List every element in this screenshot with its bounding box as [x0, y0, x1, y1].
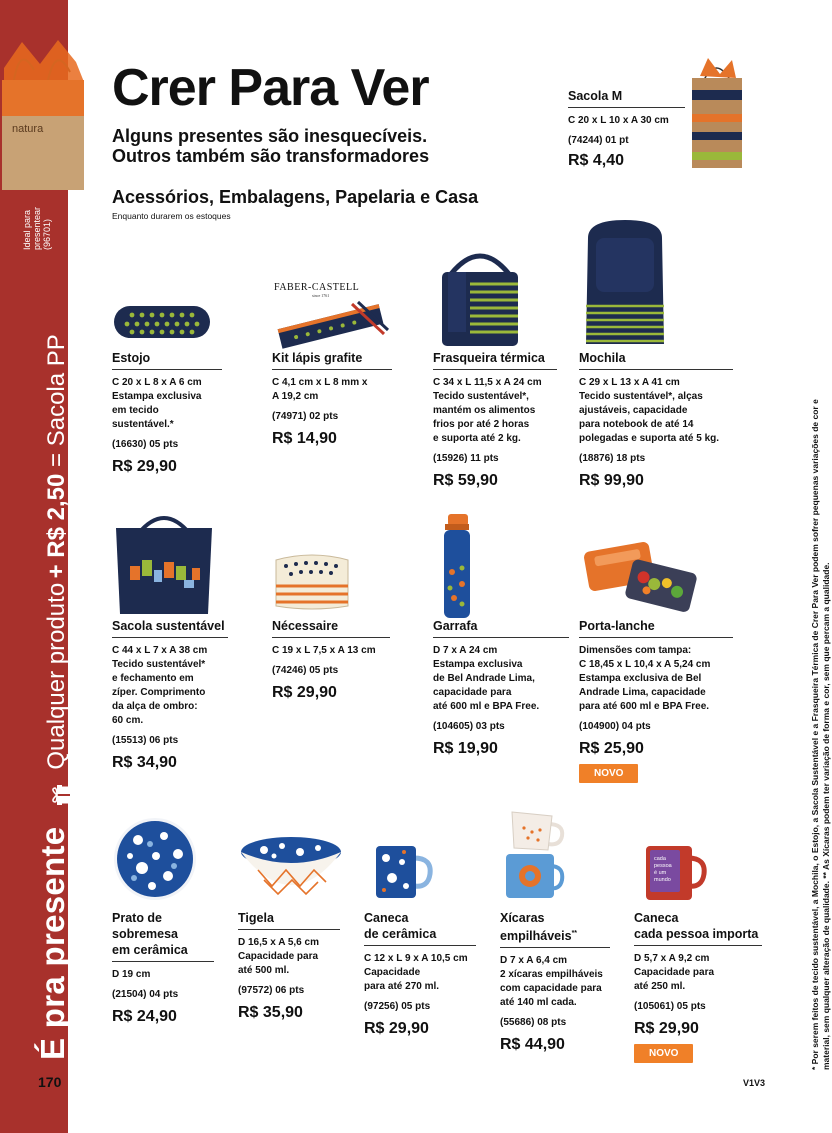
new-badge: NOVO	[579, 764, 638, 783]
section-title: Acessórios, Embalagens, Papelaria e Casa	[112, 187, 479, 207]
tigela-image	[238, 834, 344, 904]
product-price: R$ 44,90	[500, 1036, 565, 1054]
product-code: (74244) 01 pt	[568, 135, 629, 146]
caneca-ceramica-image	[374, 840, 434, 900]
product-desc: C 20 x L 10 x A 30 cm	[568, 115, 669, 126]
product-necessaire	[272, 618, 390, 702]
product-name: Sacola sustentável	[112, 618, 228, 638]
sidebar-headline: É pra presente	[34, 826, 71, 1060]
product-prato	[112, 910, 214, 1026]
product-name: Tigela	[238, 910, 340, 930]
product-code: (18876) 18 pts	[579, 453, 646, 464]
product-price: R$ 99,90	[579, 472, 644, 489]
product-caneca-ceramica	[364, 910, 476, 1038]
product-name: Estojo	[112, 350, 222, 370]
product-name: Caneca cada pessoa importa	[634, 910, 762, 946]
product-price: R$ 29,90	[364, 1020, 429, 1037]
product-price: R$ 4,40	[568, 152, 625, 169]
sacola-m-image	[686, 56, 748, 170]
product-name: Mochila	[579, 350, 733, 370]
mug-print-line4: mundo	[654, 877, 671, 883]
product-desc: C 20 x L 8 x A 6 cm Estampa exclusiva em tecido sustentável.*	[112, 377, 202, 430]
sidebar-offer-price: + R$ 2,50	[43, 473, 70, 579]
product-price: R$ 29,90	[272, 684, 337, 701]
sacola-sustentavel-image	[112, 514, 216, 616]
product-xicaras	[500, 910, 610, 1054]
product-code: (15513) 06 pts	[112, 735, 179, 746]
page-title: Crer Para Ver	[112, 59, 429, 117]
section-note: Enquanto durarem os estoques	[112, 211, 231, 221]
porta-lanche-image	[582, 536, 700, 614]
product-name: Caneca de cerâmica	[364, 910, 476, 946]
sidebar-note: Ideal para presentear (96701)	[22, 206, 52, 250]
product-name: Nécessaire	[272, 618, 390, 638]
faber-castell-tagline: since 1761	[312, 293, 330, 298]
product-porta-lanche	[579, 618, 733, 783]
product-code: (97256) 05 pts	[364, 1001, 431, 1012]
gift-icon	[50, 784, 70, 806]
product-desc: Dimensões com tampa: C 18,45 x L 10,4 x A 5,24 cm Estampa exclusiva de Bel Andrade Lima, capacidade para até 600 ml e BPA Free.	[579, 645, 711, 712]
product-caneca-cada	[634, 910, 762, 1063]
product-code: (97572) 06 pts	[238, 985, 305, 996]
faber-castell-logo: FABER-CASTELL	[274, 282, 360, 293]
product-code: (104900) 04 pts	[579, 721, 651, 732]
product-price: R$ 25,90	[579, 740, 644, 757]
product-mochila	[579, 350, 733, 490]
product-desc: C 34 x L 11,5 x A 24 cm Tecido sustentável*, mantém os alimentos frios por até 2 horas e suporta até 2 kg.	[433, 377, 542, 444]
mug-print-line1: cada	[654, 856, 666, 862]
product-desc: C 19 x L 7,5 x A 13 cm	[272, 645, 376, 656]
garrafa-image	[440, 512, 474, 620]
product-code: (74971) 02 pts	[272, 411, 339, 422]
natura-logo: natura	[12, 123, 44, 135]
caneca-cada-image	[642, 842, 710, 902]
product-sacola-sustentavel	[112, 618, 228, 772]
product-desc: D 19 cm	[112, 969, 151, 980]
mug-print-line2: pessoa	[654, 863, 672, 869]
product-code: (55686) 08 pts	[500, 1017, 567, 1029]
product-price: R$ 19,90	[433, 740, 498, 757]
product-code: (15926) 11 pts	[433, 453, 499, 464]
page-subtitle: Alguns presentes são inesquecíveis. Outros também são transformadores	[112, 126, 430, 166]
sidebar-gift-bag-image	[0, 40, 86, 190]
product-price: R$ 34,90	[112, 754, 177, 771]
necessaire-image	[272, 550, 352, 612]
kit-lapis-image	[272, 272, 390, 348]
product-price: R$ 29,90	[112, 458, 177, 475]
product-name: Frasqueira térmica	[433, 350, 557, 370]
product-desc: D 16,5 x A 5,6 cm Capacidade para até 500 ml.	[238, 937, 319, 976]
estojo-image	[112, 302, 212, 342]
product-desc: C 4,1 cm x L 8 mm x A 19,2 cm	[272, 377, 368, 402]
product-code: (104605) 03 pts	[433, 721, 505, 732]
xicaras-image	[500, 808, 568, 904]
product-frasqueira	[433, 350, 557, 490]
product-name: Xícaras empilháveis**	[500, 910, 610, 948]
product-sacola-m	[568, 88, 685, 170]
product-desc: C 44 x L 7 x A 38 cm Tecido sustentável* e fechamento em zíper. Comprimento da alça de ombro: 60 cm.	[112, 645, 208, 726]
prato-image	[112, 816, 198, 902]
product-code: (16630) 05 pts	[112, 439, 179, 450]
product-code: (105061) 05 pts	[634, 1001, 706, 1012]
product-garrafa	[433, 618, 569, 758]
version-code: V1V3	[743, 1078, 766, 1088]
new-badge: NOVO	[634, 1044, 693, 1063]
product-price: R$ 35,90	[238, 1004, 303, 1021]
product-desc: D 7 x A 24 cm Estampa exclusiva de Bel Andrade Lima, capacidade para até 600 ml e BPA Free.	[433, 645, 540, 712]
product-desc: D 5,7 x A 9,2 cm Capacidade para até 250 ml.	[634, 953, 715, 992]
product-price: R$ 14,90	[272, 430, 337, 447]
product-code: (21504) 04 pts	[112, 989, 179, 1000]
product-tigela	[238, 910, 340, 1022]
sidebar-offer-c: = Sacola PP	[43, 334, 70, 467]
page-number: 170	[38, 1074, 62, 1090]
product-desc: D 7 x A 6,4 cm 2 xícaras empilháveis com capacidade para até 140 ml cada.	[500, 955, 603, 1009]
mug-print-line3: é um	[654, 870, 667, 876]
product-desc: C 29 x L 13 x A 41 cm Tecido sustentável*, alças ajustáveis, capacidade para notebook de até 14 polegadas e suporta até 5 kg.	[579, 377, 720, 444]
disclaimer-text: * Por serem feitos de tecido sustentável, a Mochila, o Estojo, a Sacola Sustentável e a Frasqueira Térmica de Crer Para Ver podem sofrer pequenas variações de cor e material, sem qualquer alteração de qualidade. ** As Xícaras podem ter variação de forma e cor, sem que percam a qualidade.	[810, 399, 831, 1070]
product-code: (74246) 05 pts	[272, 665, 339, 676]
product-name: Porta-lanche	[579, 618, 733, 638]
product-estojo	[112, 350, 222, 476]
sidebar-vertical-text	[34, 334, 72, 1060]
product-name: Garrafa	[433, 618, 569, 638]
sidebar-offer-a: Qualquer produto	[43, 582, 70, 770]
product-kit-lapis	[272, 350, 392, 448]
product-desc: C 12 x L 9 x A 10,5 cm Capacidade para até 270 ml.	[364, 953, 468, 992]
frasqueira-image	[430, 242, 530, 350]
product-name: Sacola M	[568, 88, 685, 108]
product-name: Kit lápis grafite	[272, 350, 392, 370]
mochila-image	[580, 218, 670, 350]
product-price: R$ 59,90	[433, 472, 498, 489]
product-name: Prato de sobremesa em cerâmica	[112, 910, 214, 962]
product-price: R$ 29,90	[634, 1020, 699, 1037]
product-price: R$ 24,90	[112, 1008, 177, 1025]
